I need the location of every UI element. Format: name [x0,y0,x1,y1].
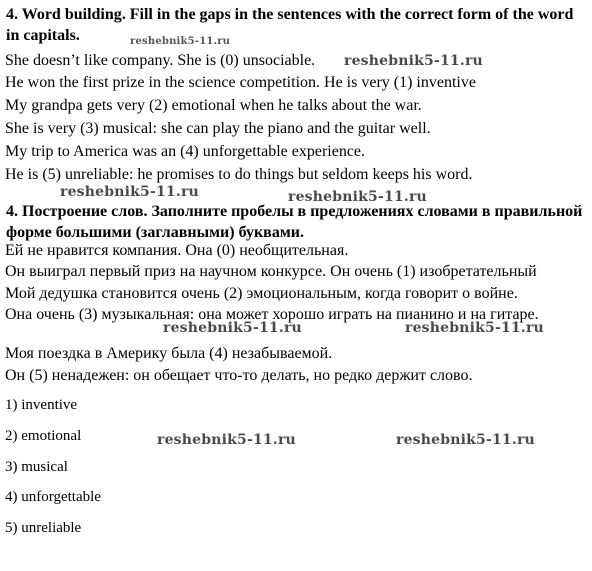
english-sentence-4: My trip to America was an (4) unforgettable experience. [5,143,366,160]
russian-sentence-4: Моя поездка в Америку была (4) незабываемой. [5,345,333,362]
watermark: reshebnik5-11.ru [60,184,199,200]
watermark: reshebnik5-11.ru [157,432,296,448]
watermark: reshebnik5-11.ru [396,432,535,448]
watermark: reshebnik5-11.ru [344,53,483,69]
english-heading: 4. Word building. Fill in the gaps in the sentences with the correct form of the word in capitals. [6,6,574,44]
answer-item-2: 2) emotional [5,428,82,444]
russian-heading: 4. Построение слов. Заполните пробелы в предложениях словами в правильной форме большими (заглавными) буквами. [6,203,583,241]
russian-sentence-5: Он (5) ненадежен: он обещает что-то делать, но редко держит слово. [5,367,473,384]
english-sentence-0: She doesn’t like company. She is (0) unsociable. [5,52,316,69]
english-sentence-5: He is (5) unreliable: he promises to do things but seldom keeps his word. [5,166,473,183]
answer-item-4: 4) unforgettable [5,489,101,505]
watermark: reshebnik5-11.ru [405,320,544,336]
watermark: reshebnik5-11.ru [288,189,427,205]
answer-item-3: 3) musical [5,459,68,475]
russian-sentence-0: Ей не нравится компания. Она (0) необщительная. [5,242,349,259]
watermark: reshebnik5-11.ru [163,320,302,336]
english-sentence-3: She is very (3) musical: she can play the piano and the guitar well. [5,120,431,137]
english-sentence-1: He won the first prize in the science competition. He is very (1) inventive [5,74,476,91]
russian-sentence-1: Он выиграл первый приз на научном конкурсе. Он очень (1) изобретательный [5,263,537,280]
watermark: reshebnik5-11.ru [130,36,231,47]
answer-item-5: 5) unreliable [5,520,82,536]
russian-sentence-3: Она очень (3) музыкальная: она может хорошо играть на пианино и на гитаре. [5,306,539,323]
russian-sentence-2: Мой дедушка становится очень (2) эмоциональным, когда говорит о войне. [5,285,518,302]
english-sentence-2: My grandpa gets very (2) emotional when he talks about the war. [5,97,422,114]
answer-item-1: 1) inventive [5,397,78,413]
